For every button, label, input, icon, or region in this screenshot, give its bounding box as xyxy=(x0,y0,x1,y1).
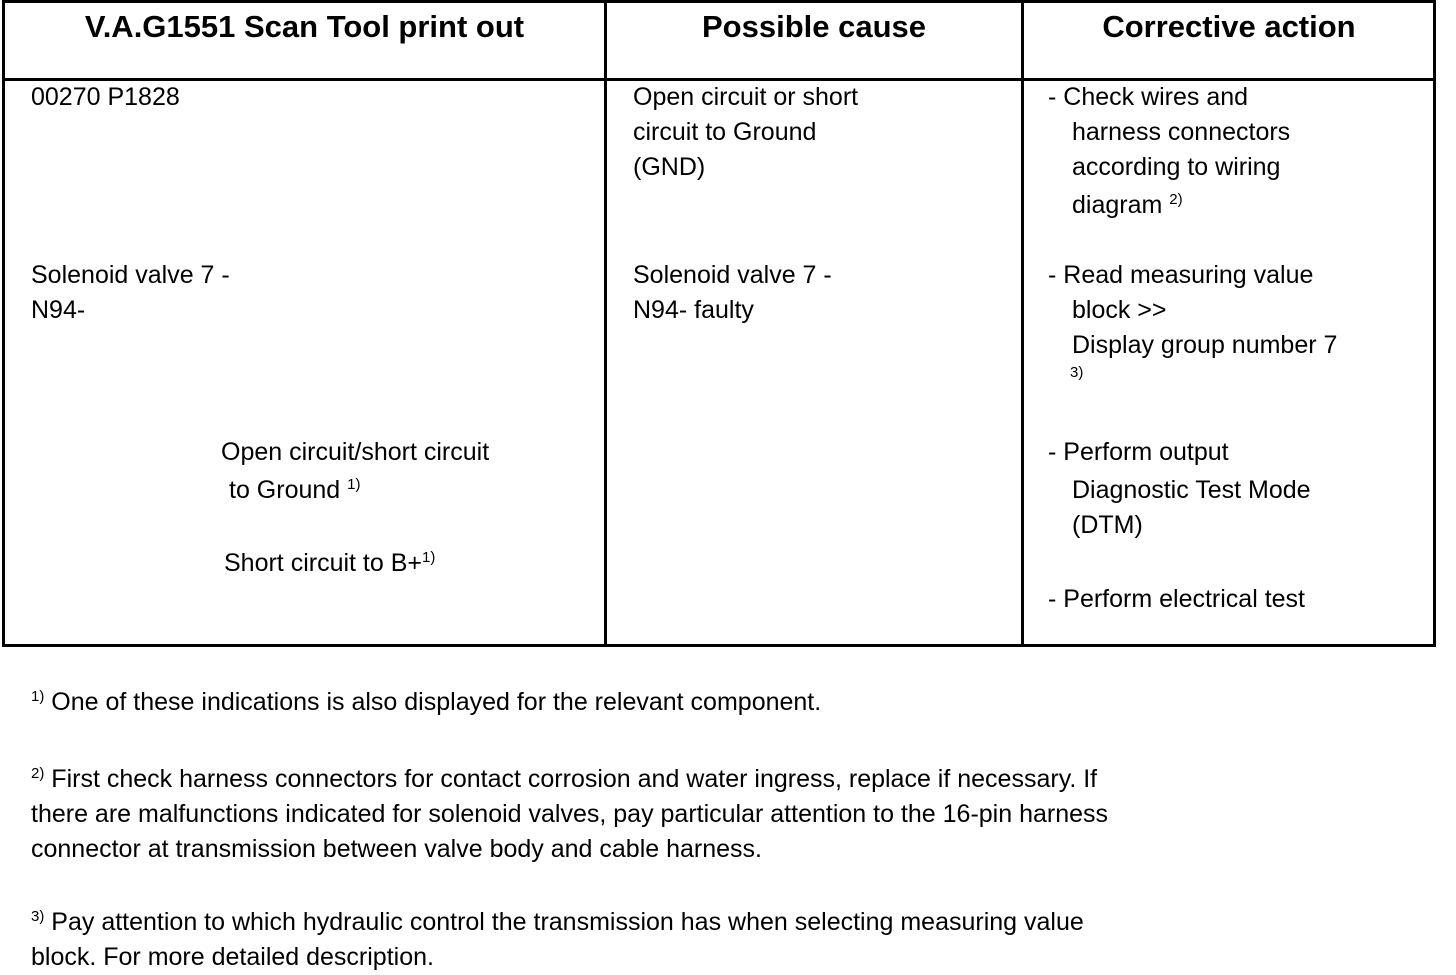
indication-short-b-plus: Short circuit to B+$^{1)}$ xyxy=(224,549,436,577)
footnote-ref: 1) xyxy=(422,549,436,566)
column-divider xyxy=(604,3,607,644)
fault-code: 00270 P1828 xyxy=(31,83,180,111)
footnote-3: $^{3)}$ Pay attention to which hydraulic control the transmission has when selecting measuring value block. For more detailed description. xyxy=(31,908,1084,971)
component-name: Solenoid valve 7 - N94- xyxy=(31,261,230,324)
possible-cause-valve-faulty: Solenoid valve 7 - N94- faulty xyxy=(633,261,832,324)
footnote-2: $^{2)}$ First check harness connectors for contact corrosion and water ingress, replace if necessary. If there are malfunctions indicated for solenoid valves, pay particular attention to the 16-pin harness connector at transmission between valve body and cable harness. xyxy=(31,765,1109,863)
possible-cause-open-short: Open circuit or short circuit to Ground (GND) xyxy=(633,83,859,181)
footnote-ref: 1) xyxy=(347,476,361,493)
column-divider xyxy=(1021,3,1024,644)
header-corrective-action: Corrective action xyxy=(1102,9,1356,44)
indication-open-short-ground: Open circuit/short circuit to Ground $^{1)}$ xyxy=(221,438,490,504)
action-electrical-test: - Perform electrical test xyxy=(1048,585,1306,613)
footnote-ref: 2) xyxy=(1169,191,1183,208)
header-possible-cause: Possible cause xyxy=(701,9,926,44)
action-check-wires: - Check wires and harness connectors according to wiring diagram $^{2)}$ xyxy=(1048,83,1291,219)
footnote-1: $^{1)}$ One of these indications is also displayed for the relevant component. xyxy=(31,688,822,716)
footnote-ref: 3) xyxy=(1070,364,1084,381)
action-read-measuring-value: - Read measuring value block >> Display group number 7 3) xyxy=(1048,261,1338,381)
header-scan-tool-printout: V.A.G1551 Scan Tool print out xyxy=(84,9,525,44)
action-perform-output-dtm: - Perform output Diagnostic Test Mode (DTM) xyxy=(1048,438,1311,539)
